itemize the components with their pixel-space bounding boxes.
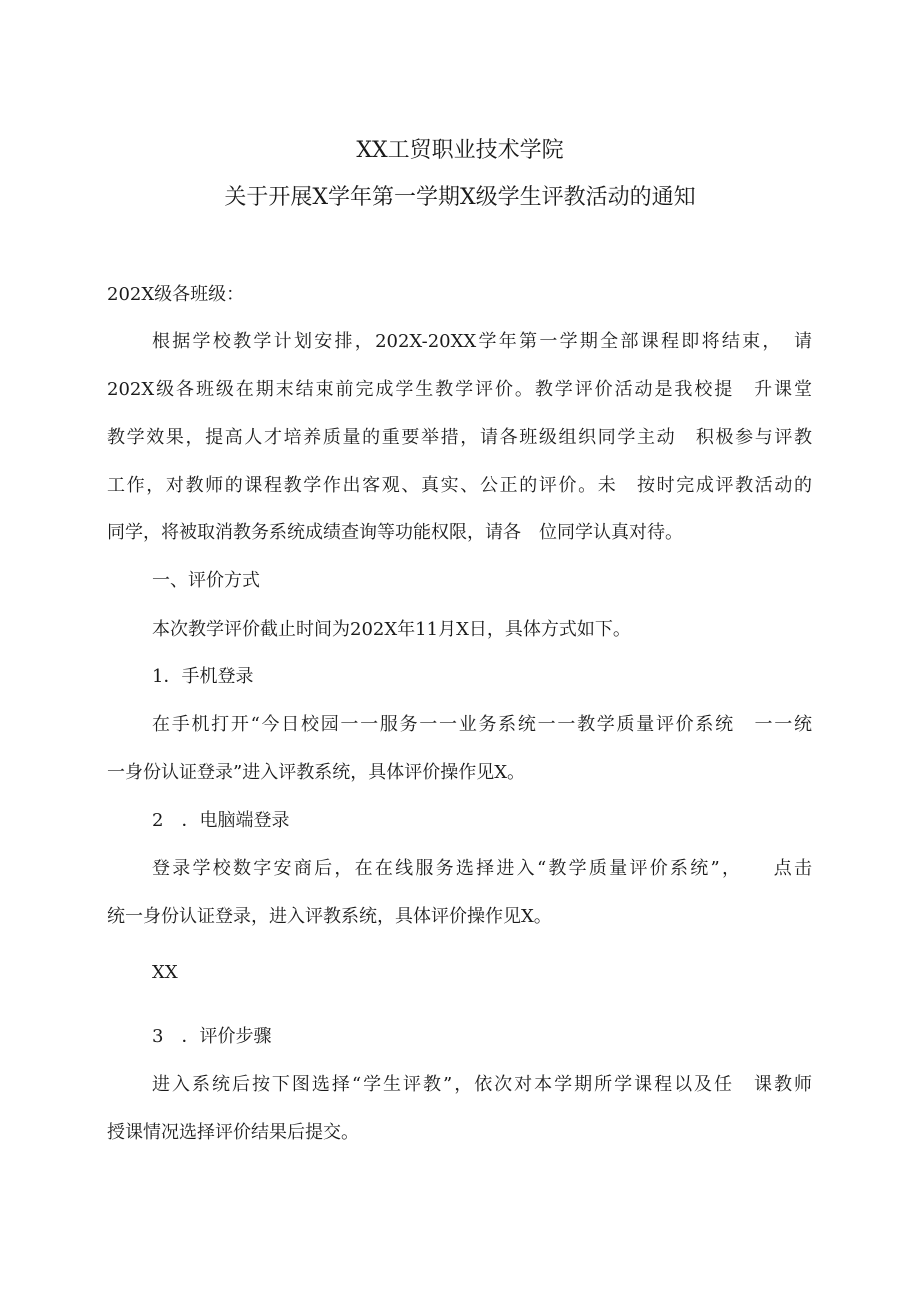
image-placeholder-text: XX xyxy=(152,962,178,983)
document-title-notice: 关于开展X学年第一学期X级学生评教活动的通知 xyxy=(224,185,696,210)
item2-line-2: 统一身份认证登录，进入评教系统，具体评价操作见X。 xyxy=(107,906,552,927)
intro-line-2: 202X级各班级在期末结束前完成学生教学评价。教学评价活动是我校提 升课堂 xyxy=(107,379,812,400)
item3-line-1: 进入系统后按下图选择“学生评教”，依次对本学期所学课程以及任 课教师 xyxy=(152,1074,812,1095)
section-heading-evaluation-method: 一、评价方式 xyxy=(152,570,260,591)
item3-line-2: 授课情况选择评价结果后提交。 xyxy=(107,1122,359,1143)
item-heading-mobile-login: 1．手机登录 xyxy=(152,666,254,687)
intro-line-3: 教学效果，提高人才培养质量的重要举措，请各班级组织同学主动 积极参与评教 xyxy=(107,427,812,448)
salutation: 202X级各班级： xyxy=(107,284,245,305)
intro-line-5: 同学，将被取消教务系统成绩查询等功能权限，请各 位同学认真对待。 xyxy=(107,522,683,543)
item-heading-evaluation-steps: 3 ．评价步骤 xyxy=(152,1026,272,1047)
item-heading-pc-login: 2 ．电脑端登录 xyxy=(152,810,290,831)
item2-line-1: 登录学校数字安商后，在在线服务选择进入“教学质量评价系统”， 点击 xyxy=(152,858,812,879)
deadline-text: 本次教学评价截止时间为202X年11月X日，具体方式如下。 xyxy=(152,619,631,640)
intro-line-1: 根据学校教学计划安排，202X-20XX学年第一学期全部课程即将结束， 请 xyxy=(152,331,812,352)
item1-line-1: 在手机打开“今日校园一一服务一一业务系统一一教学质量评价系统 一一统 xyxy=(152,714,812,735)
document-title-institution: XX工贸职业技术学院 xyxy=(356,138,564,163)
item1-line-2: 一身份认证登录”进入评教系统，具体评价操作见X。 xyxy=(107,762,526,783)
intro-line-4: 工作，对教师的课程教学作出客观、真实、公正的评价。未 按时完成评教活动的 xyxy=(107,475,812,496)
